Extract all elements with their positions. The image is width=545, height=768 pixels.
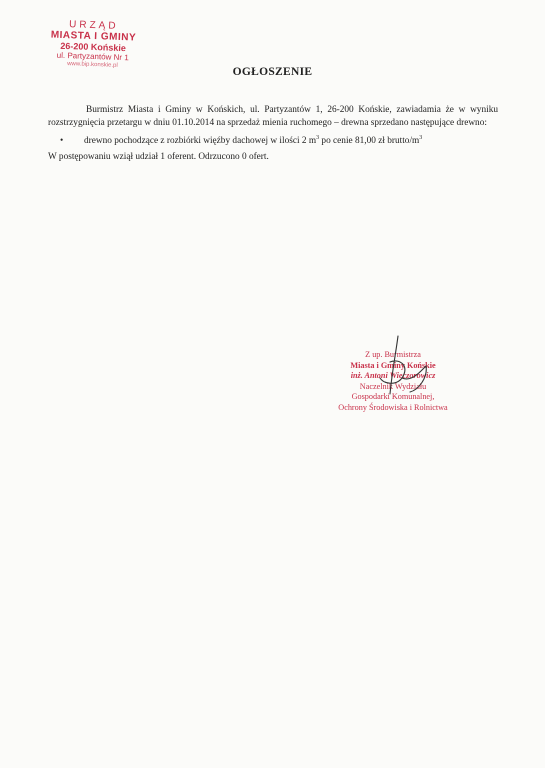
sig-line-2: Miasta i Gminy Końskie xyxy=(350,360,436,370)
document-title: OGŁOSZENIE xyxy=(232,66,313,78)
item-text-before: drewno pochodzące z rozbiórki więźby dachowej w ilości 2 m xyxy=(84,136,317,146)
bullet-icon: • xyxy=(60,136,64,146)
stamp-line-2: MIASTA I GMINY xyxy=(50,29,137,44)
handwritten-signature xyxy=(340,332,450,412)
list-item xyxy=(48,135,498,148)
intro-paragraph: Burmistrz Miasta i Gminy w Końskich, ul. Partyzantów 1, 26-200 Końskie, zawiadamia że w wyniku rozstrzygnięcia przetargu w dniu 01.10.2014 na sprzedaż mienia ruchomego – drewna sprzedano następujące drewno: xyxy=(48,105,498,128)
stamp-line-3: 26-200 Końskie xyxy=(60,40,126,54)
sig-line-4: Naczelnik Wydziału xyxy=(359,381,427,391)
item-text xyxy=(84,135,422,148)
sig-line-6: Ochrony Środowiska i Rolnictwa xyxy=(338,402,448,412)
sig-line-5: Gospodarki Komunalnej, xyxy=(351,392,435,401)
summary-paragraph: W postępowaniu wziął udział 1 oferent. Odrzucono 0 ofert. xyxy=(48,151,269,162)
stamp-line-5: www.bip.konskie.pl xyxy=(66,61,118,69)
stamp-line-1: URZĄD xyxy=(68,19,119,32)
item-text-middle: po cenie 81,00 zł brutto/m xyxy=(319,136,420,146)
stamp-line-4: ul. Partyzantów Nr 1 xyxy=(56,50,129,63)
sig-line-3: inż. Antoni Wieczorowicz xyxy=(350,371,436,380)
announcement-body xyxy=(48,104,498,163)
item-sup-2: 3 xyxy=(419,134,423,141)
item-sup-1: 3 xyxy=(316,134,320,141)
sig-line-1: Z up. Burmistrza xyxy=(365,350,421,359)
